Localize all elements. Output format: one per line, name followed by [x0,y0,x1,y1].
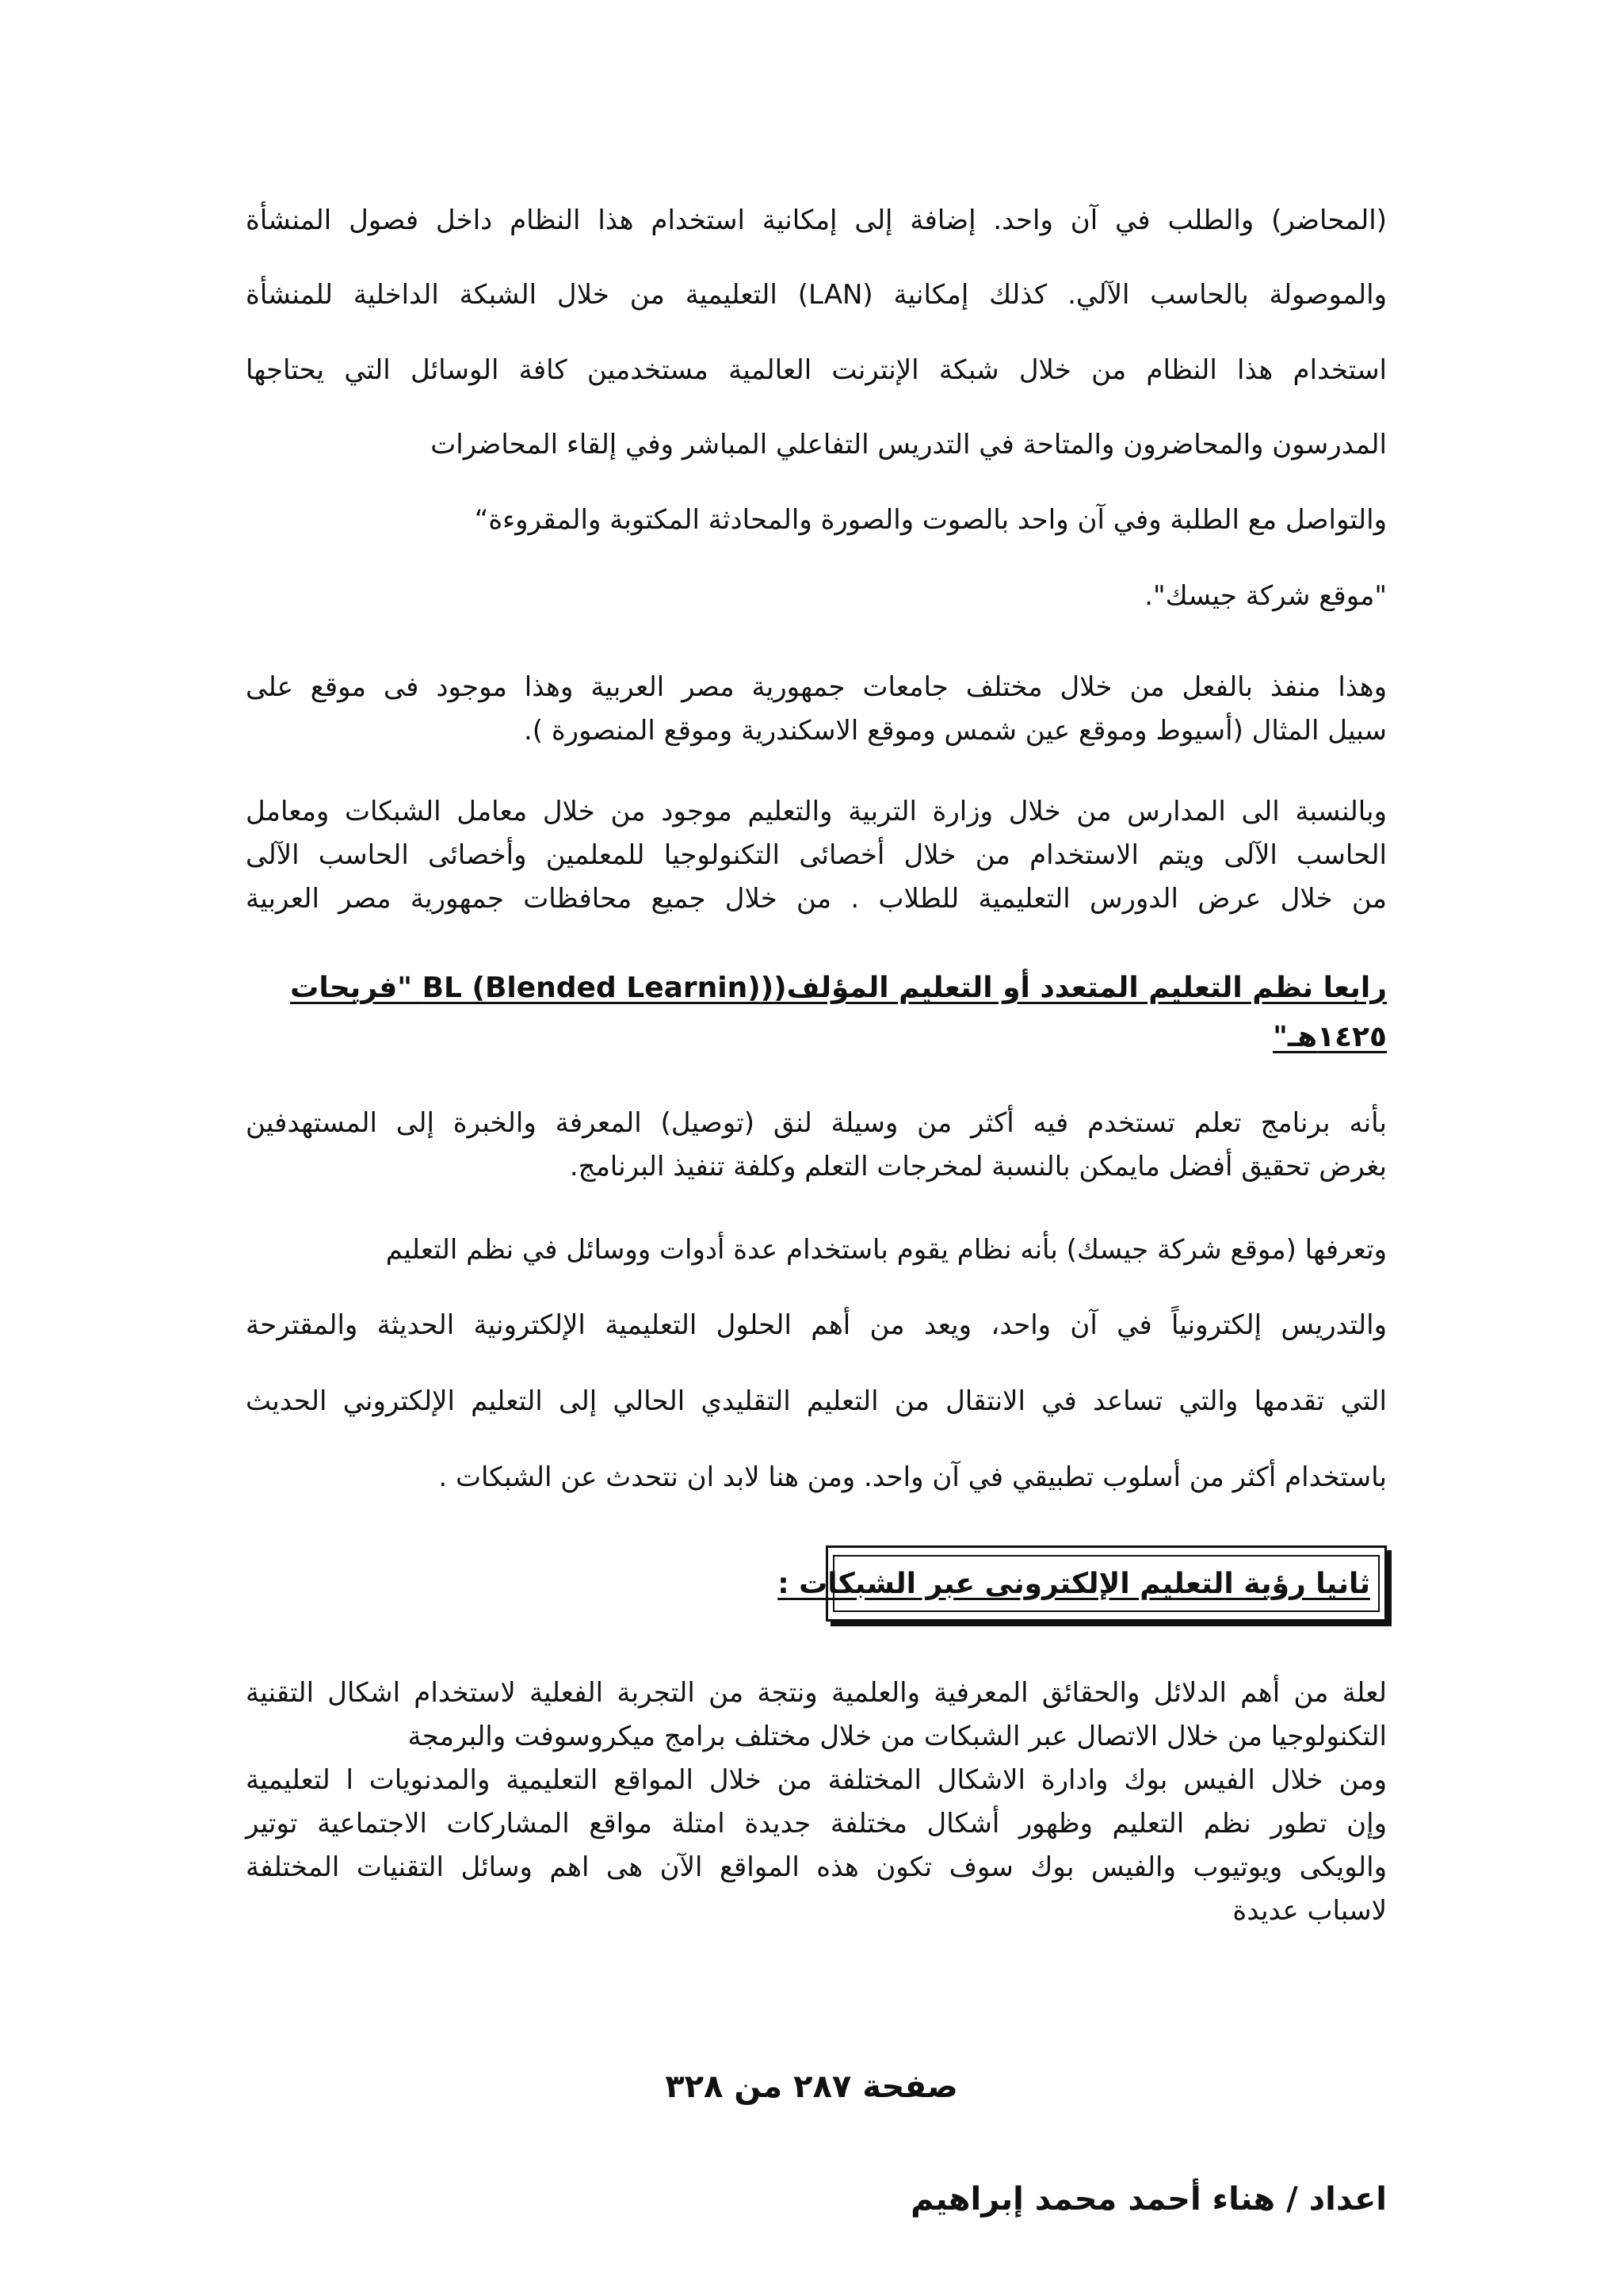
paragraph-line: من خلال عرض الدورس التعليمية للطلاب . من خلال جميع محافظات جمهورية مصر العربية [246,883,1387,915]
paragraph-line: سبيل المثال (أسيوط وموقع عين شمس وموقع الاسكندرية وموقع المنصورة ). [523,715,1387,747]
paragraph-line: باستخدام أكثر من أسلوب تطبيقي في آن واحد. ومن هنا لابد ان نتحدث عن الشبكات . [438,1461,1387,1493]
author-credit: اعداد / هناء أحمد محمد إبراهيم [911,2181,1387,2218]
paragraph-line: وهذا منفذ بالفعل من خلال مختلف جامعات جمهورية مصر العربية وهذا موجود فى موقع على [246,671,1387,703]
paragraph-line: التكنولوجيا من خلال الاتصال عبر الشبكات من خلال مختلف برامج ميكروسوفت والبرمجة [407,1721,1387,1752]
paragraph-line: لعلة من أهم الدلائل والحقائق المعرفية والعلمية ونتجة من التجربة الفعلية لاستخدام اشكال التقنية [246,1677,1387,1709]
boxed-heading-text: ثانيا رؤية التعليم الإلكترونى عبر الشبكات : [833,1555,1380,1612]
page-number: صفحة ٢٨٧ من ٣٢٨ [665,2069,958,2105]
paragraph-line: بغرض تحقيق أفضل مايمكن بالنسبة لمخرجات التعلم وكلفة تنفيذ البرنامج. [569,1151,1387,1182]
paragraph-line: والتدريس إلكترونياً في آن واحد، ويعد من أهم الحلول التعليمية الإلكترونية الحديثة والمقترحة [246,1309,1387,1341]
paragraph-line: المدرسون والمحاضرون والمتاحة في التدريس التفاعلي المباشر وفي إلقاء المحاضرات [430,429,1387,460]
paragraph-line: التي تقدمها والتي تساعد في الانتقال من التعليم التقليدي الحالي إلى التعليم الإلكتروني الحديث [246,1385,1387,1417]
paragraph-line: الحاسب الآلى ويتم الاستخدام من خلال أخصائى التكنولوجيا للمعلمين وأخصائى الحاسب الآلى [246,839,1387,871]
heading-line: رابعا نظم التعليم المتعدد أو التعليم المؤلف((BL (Blended Learnin) "فريحات [290,972,1387,1004]
paragraph-line: استخدام هذا النظام من خلال شبكة الإنترنت العالمية مستخدمين كافة الوسائل التي يحتاجها [246,354,1387,386]
heading-line: ١٤٢٥هـ" [1273,1021,1387,1053]
paragraph-line: وإن تطور نظم التعليم وظهور أشكال مختلفة جديدة امتلة مواقع المشاركات الاجتماعية توتير [246,1808,1387,1839]
paragraph-line: لاسباب عديدة [1232,1895,1387,1927]
boxed-section-heading [777,1545,1387,1622]
paragraph-line: والويكى ويوتيوب والفيس بوك سوف تكون هذه المواقع الآن هى اهم وسائل التقنيات المختلفة [246,1851,1387,1883]
paragraph-line: (المحاضر) والطلب في آن واحد. إضافة إلى إمكانية استخدام هذا النظام داخل فصول المنشأة [246,204,1387,236]
paragraph-line: وتعرفها (موقع شركة جيسك) بأنه نظام يقوم باستخدام عدة أدوات ووسائل في نظم التعليم [385,1234,1387,1266]
paragraph-line: ومن خلال الفيس بوك وادارة الاشكال المختلفة من خلال المواقع التعليمية والمدنويات ا لتعليمية [246,1764,1387,1796]
paragraph-line: والموصولة بالحاسب الآلي. كذلك إمكانية (LAN) التعليمية من خلال الشبكة الداخلية للمنشأة [246,279,1387,311]
paragraph-line: "موقع شركة جيسك". [1144,580,1387,612]
paragraph-line: والتواصل مع الطلبة وفي آن واحد بالصوت والصورة والمحادثة المكتوبة والمقروءة“ [474,504,1387,536]
paragraph-line: وبالنسبة الى المدارس من خلال وزارة التربية والتعليم موجود من خلال معامل الشبكات ومعامل [246,796,1387,827]
paragraph-line: بأنه برنامج تعلم تستخدم فيه أكثر من وسيلة لنق (توصيل) المعرفة والخبرة إلى المستهدفين [246,1107,1387,1139]
